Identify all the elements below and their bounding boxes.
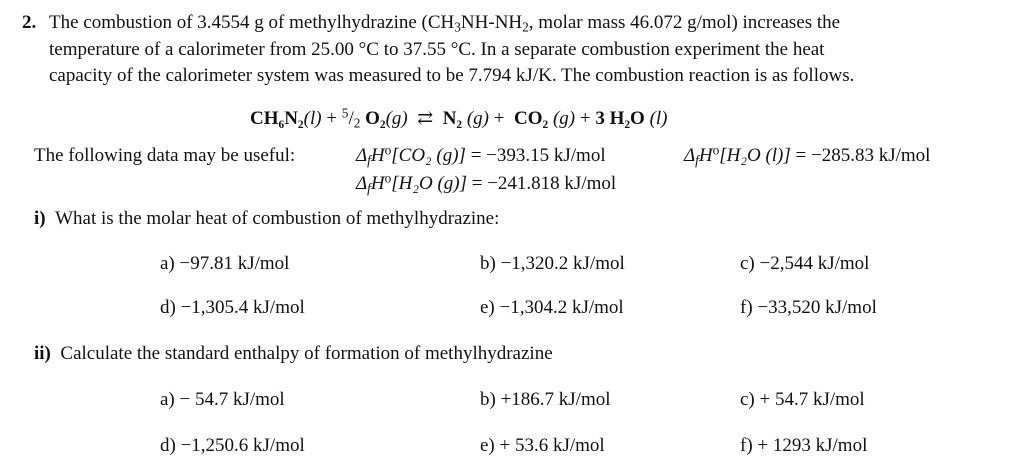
question-i xyxy=(34,209,499,228)
enthalpy-h2o-gas: $\Delta_fH^o[H_2O$ (g)] = −241.818 kJ/mol xyxy=(356,170,617,196)
state-label: (g) xyxy=(466,108,490,129)
question-i-option-a: a) −97.81 kJ/mol xyxy=(160,253,290,274)
question-i-option-e: e) −1,304.2 kJ/mol xyxy=(480,297,624,318)
problem-line-3: capacity of the calorimeter system was measured to be 7.794 kJ/K. The combustion reaction is as follows. xyxy=(49,65,855,86)
question-ii-option-f: f) + 1293 kJ/mol xyxy=(740,435,868,456)
plus-sign: + xyxy=(493,108,505,129)
question-ii-option-b: b) +186.7 kJ/mol xyxy=(480,389,611,410)
question-ii-option-a: a) − 54.7 kJ/mol xyxy=(160,389,285,410)
question-i-option-c: c) −2,544 kJ/mol xyxy=(740,253,870,274)
question-i-option-d: d) −1,305.4 kJ/mol xyxy=(160,297,305,318)
plus-sign: + xyxy=(579,108,591,129)
question-ii xyxy=(34,344,553,363)
question-i-option-f: f) −33,520 kJ/mol xyxy=(740,297,877,318)
question-ii-option-d: d) −1,250.6 kJ/mol xyxy=(160,435,305,456)
reaction-equation xyxy=(250,105,668,131)
product-nitrogen: N₂ xyxy=(442,108,463,129)
plus-sign: + xyxy=(326,108,338,129)
problem-number: 2. xyxy=(22,12,37,33)
question-ii-text: Calculate the standard enthalpy of formation of methylhydrazine xyxy=(60,343,553,364)
product-water: 3 H₂O xyxy=(595,108,645,129)
problem-line-1: The combustion of 3.4554 g of methylhydrazine ($CH_3NH-NH_2$, molar mass 46.072 g/mol) increases the xyxy=(49,12,841,35)
question-ii-label: ii) xyxy=(34,343,51,364)
state-label: (g) xyxy=(552,108,576,129)
state-label: (l) xyxy=(649,108,668,129)
question-ii-option-e: e) + 53.6 kJ/mol xyxy=(480,435,605,456)
enthalpy-co2-gas: $\Delta_fH^o[CO_2$ (g)] = −393.15 kJ/mol xyxy=(356,142,606,168)
question-i-label: i) xyxy=(34,208,46,229)
problem-line-2: temperature of a calorimeter from 25.00 °C to 37.55 °C. In a separate combustion experiment the heat xyxy=(49,39,825,60)
state-label: (g) xyxy=(385,108,408,129)
enthalpy-h2o-liquid: $\Delta_fH^o[H_2O$ (l)] = −285.83 kJ/mol xyxy=(684,142,931,168)
equilibrium-arrow-icon: ⇄ xyxy=(417,108,434,129)
question-i-option-b: b) −1,320.2 kJ/mol xyxy=(480,253,625,274)
product-carbon-dioxide: CO₂ xyxy=(513,108,549,129)
state-label: (l) xyxy=(303,108,322,129)
reactant-oxygen: O₂ xyxy=(365,108,386,129)
reactant-methylhydrazine: CH₆N₂ xyxy=(250,108,304,129)
coefficient-five-halves: $^5/_2$ xyxy=(341,105,361,131)
question-ii-option-c: c) + 54.7 kJ/mol xyxy=(740,389,865,410)
question-i-text: What is the molar heat of combustion of methylhydrazine: xyxy=(55,208,500,229)
data-intro: The following data may be useful: xyxy=(34,145,296,166)
